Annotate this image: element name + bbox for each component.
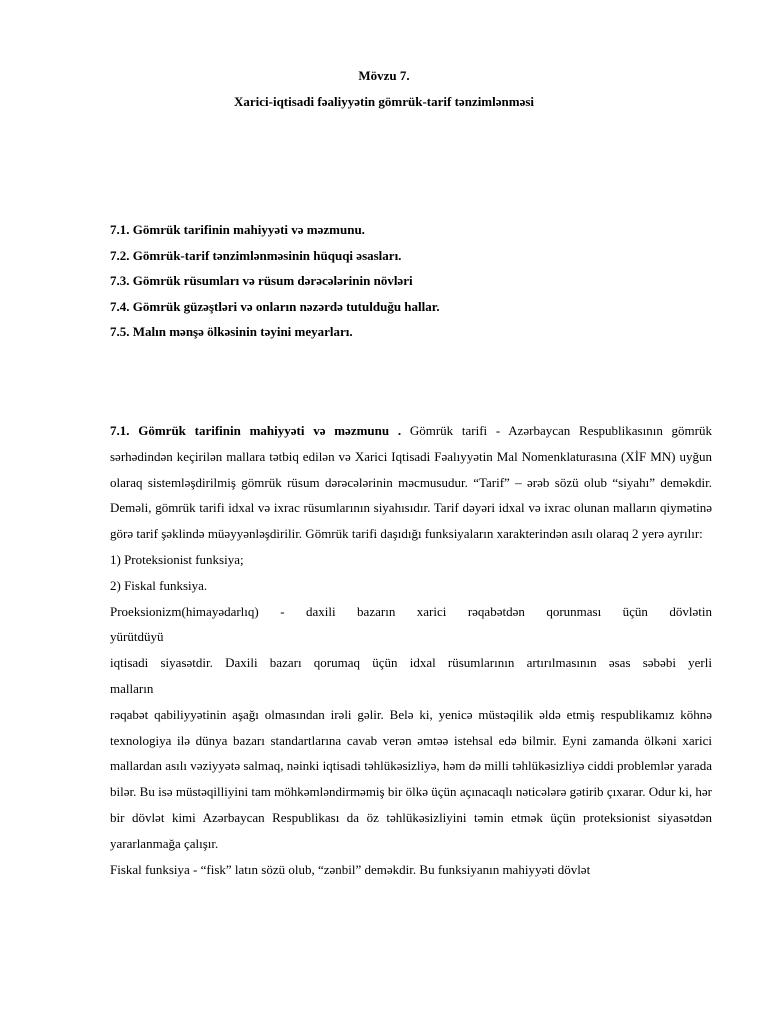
paragraph-text: Gömrük tarifi - Azərbaycan Respublikasının gömrük sərhədindən keçirilən mallara tətbiq edilən və Xarici Iqtisadi Fəalıyyətin Mal Nomenklaturasına (XİF MN) uyğun olaraq sistemləşdirilmiş gömrük rüsum dərəcələrinin məcmusudur. “Tarif” – ərəb sözü olub “siyahı” deməkdir. Deməli, gömrük tarifi idxal və ixrac rüsumlarının siyahısıdır. Tarif dəyəri idxal və ixrac olunan malların qiymətinə görə tarif şəklində müəyyənləşdirilir. Gömrük tarifi daşıdığı funksiyaların xarakterindən asılı olaraq 2 yerə ayrılır: (110, 423, 712, 542)
table-of-contents (110, 217, 670, 345)
paragraph-line: yürütdüyü (110, 629, 164, 645)
toc-item: 7.5. Malın mənşə ölkəsinin təyini meyarları. (110, 324, 353, 339)
topic-number: Mövzu 7. (358, 68, 410, 83)
list-item: 1) Proteksionist funksiya; (110, 551, 244, 567)
paragraph-tariff-definition (110, 418, 712, 547)
paragraph-line: malların (110, 680, 154, 696)
toc-item: 7.3. Gömrük rüsumları və rüsum dərəcələrinin növləri (110, 273, 413, 288)
topic-title: Xarici-iqtisadi fəaliyyətin gömrük-tarif tənzimlənməsi (233, 94, 535, 109)
body-text (110, 418, 712, 882)
toc-item: 7.2. Gömrük-tarif tənzimlənməsinin hüquqi əsasları. (110, 247, 402, 263)
paragraph-fiscal: Fiskal funksiya - “fisk” latın sözü olub, “zənbil” deməkdir. Bu funksiyanın mahiyyəti dövlət (110, 861, 591, 877)
list-item: 2) Fiskal funksiya. (110, 577, 208, 593)
paragraph-line: iqtisadi siyasətdir. Daxili bazarı qorumaq üçün idxal rüsumlarının artırılmasının əsas səbəbi yerli (110, 655, 712, 671)
toc-item: 7.4. Gömrük güzəştləri və onların nəzərdə tutulduğu hallar. (110, 298, 440, 314)
paragraph-protectionism: rəqabət qabiliyyətinin aşağı olmasından irəli gəlir. Belə ki, yenicə müstəqilik əldə etmiş respublikamız köhnə texnologiya ilə dünya bazarı standartlarına cavab verən əmtəə istehsal edə bilmir. Eyni zamanda ölkəni xarici mallardan asılı vəziyyətə salmaq, nəinki iqtisadi təhlükəsizliyə, həm də milli təhlükəsizliyə ciddi problemlər yarada bilər. Bu isə müstəqilliyini tam möhkəmləndirməmiş bir ölkə üçün açınacaqlı nəticələrə gətirib çıxarar. Odur ki, hər bir dövlət kimi Azərbaycan Respublikası da öz təhlükəsizliyini təmin etmək üçün proteksionist siyasətdən yararlanmağa çalışır. (110, 706, 712, 851)
toc-item: 7.1. Gömrük tarifinin mahiyyəti və məzmunu. (110, 222, 365, 237)
section-heading: 7.1. Gömrük tarifinin mahiyyəti və məzmunu . (110, 423, 402, 438)
paragraph-line: Proeksionizm(himayədarlıq) - daxili bazarın xarici rəqabətdən qorunması üçün dövlətin (110, 603, 712, 619)
